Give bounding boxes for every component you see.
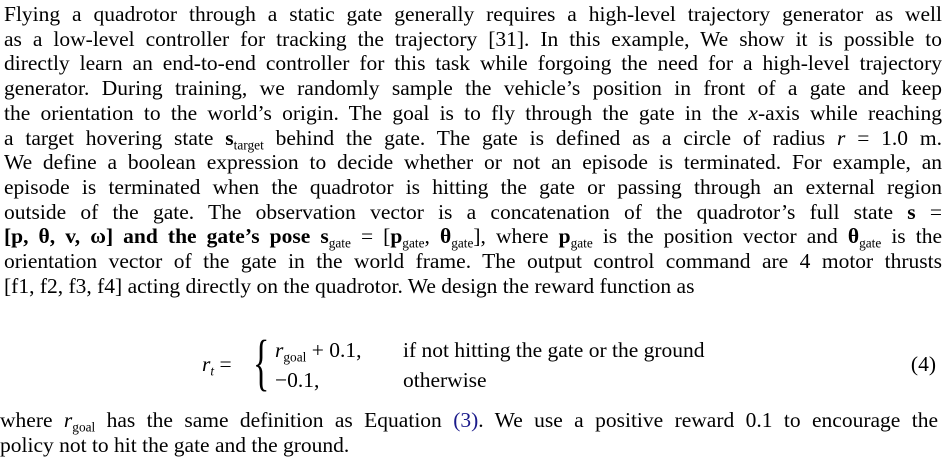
text-run: where bbox=[0, 408, 64, 432]
text-run: has the same definition as Equation bbox=[95, 408, 454, 432]
text-run: is the bbox=[881, 224, 943, 249]
text-line bbox=[4, 224, 942, 249]
math-x: x bbox=[748, 100, 758, 125]
text-run: ], where bbox=[473, 224, 559, 249]
equals-sign: = bbox=[214, 352, 232, 376]
math-p-gate: p bbox=[390, 224, 403, 249]
subscript: gate bbox=[451, 235, 474, 251]
text-run: the orientation to the world’s origin. The goal is to fly through the gate in the bbox=[4, 100, 749, 125]
text-run: behind the gate. The gate is defined as a circle of radius bbox=[263, 125, 837, 150]
text-line: [f1, f2, f3, f4] acting directly on the quadrotor. We design the reward function as bbox=[4, 273, 695, 298]
math-theta-gate: θ bbox=[439, 224, 452, 249]
text-run: -axis while reaching bbox=[757, 100, 943, 125]
text-line bbox=[4, 126, 942, 151]
text-run: [p, θ, v, ω] and the gate’s pose bbox=[4, 224, 321, 249]
equation-lhs bbox=[202, 352, 232, 377]
math-r: r bbox=[275, 338, 284, 362]
text-line bbox=[0, 408, 938, 433]
text-run: = [ bbox=[350, 224, 391, 249]
subscript: target bbox=[233, 137, 264, 153]
equation-reference-link[interactable]: (3) bbox=[453, 408, 479, 432]
text-run: outside of the gate. The observation vector is a concatenation of the quadrotor’s full state bbox=[4, 199, 908, 224]
subscript: gate bbox=[402, 235, 425, 251]
text-line: directly learn an end-to-end controller for this task while forgoing the need for a high-level trajectory bbox=[4, 51, 942, 76]
text-line bbox=[4, 101, 942, 126]
math-p-gate: p bbox=[558, 224, 571, 249]
text-run: is the position vector and bbox=[592, 224, 848, 249]
paragraph-1 bbox=[4, 2, 942, 298]
text-run: . We use a positive reward 0.1 to encourage the bbox=[478, 408, 938, 432]
math-r: r bbox=[63, 408, 73, 432]
paper-page bbox=[4, 2, 942, 298]
case-1-expression bbox=[275, 338, 361, 363]
text-line: We define a boolean expression to decide whether or not an episode is terminated. For example, an bbox=[4, 150, 942, 175]
math-theta-gate: θ bbox=[847, 224, 860, 249]
math-r: r bbox=[837, 125, 846, 150]
math-s-target: s bbox=[225, 125, 234, 150]
text-run: = bbox=[915, 199, 942, 224]
curly-brace: { bbox=[253, 329, 270, 397]
text-line: policy not to hit the gate and the ground. bbox=[0, 432, 350, 457]
text-line: orientation vector of the gate in the world frame. The output control command are 4 motor thrusts bbox=[4, 249, 942, 274]
paragraph-2 bbox=[0, 408, 938, 457]
text-line: episode is terminated when the quadrotor is hitting the gate or passing through an external region bbox=[4, 174, 942, 199]
text-run: a target hovering state bbox=[4, 125, 226, 150]
paragraph-2-container bbox=[0, 408, 938, 457]
subscript: gate bbox=[859, 235, 882, 251]
text-line: as a low-level controller for tracking the trajectory [31]. In this example, We show it is possible to bbox=[4, 26, 942, 51]
text-line: Flying a quadrotor through a static gate generally requires a high-level trajectory generator as well bbox=[4, 2, 942, 26]
math-s: s bbox=[907, 199, 916, 224]
text-run: , bbox=[424, 224, 440, 249]
text-line bbox=[4, 200, 942, 225]
subscript: goal bbox=[283, 349, 307, 365]
case-1-condition: if not hitting the gate or the ground bbox=[403, 338, 705, 362]
text-line: generator. During training, we randomly sample the vehicle’s position in front of a gate and keep bbox=[4, 76, 942, 101]
subscript: gate bbox=[328, 235, 351, 251]
math-r: r bbox=[202, 352, 211, 376]
subscript: t bbox=[210, 363, 215, 379]
case-2-condition: otherwise bbox=[403, 368, 487, 392]
subscript: gate bbox=[570, 235, 593, 251]
text-run: + 0.1, bbox=[306, 338, 362, 362]
case-2-expression: −0.1, bbox=[275, 368, 320, 392]
equation-4 bbox=[0, 329, 938, 397]
text-run: = 1.0 m. bbox=[845, 125, 943, 150]
subscript: goal bbox=[72, 419, 96, 435]
equation-number: (4) bbox=[910, 352, 936, 376]
math-s-gate: s bbox=[320, 224, 329, 249]
